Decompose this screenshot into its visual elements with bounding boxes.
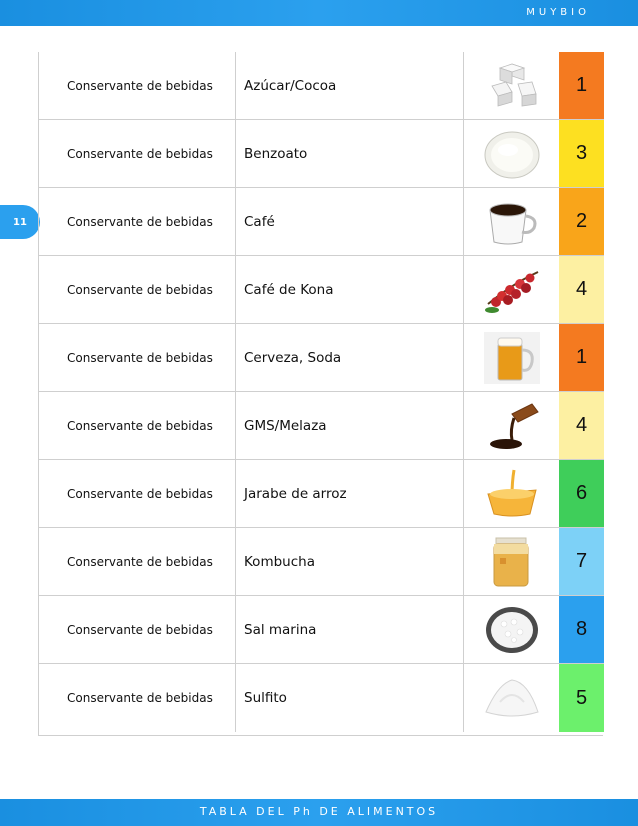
ph-value-cell xyxy=(559,120,604,187)
ph-value: 4 xyxy=(575,414,588,436)
kombucha-jar-icon xyxy=(482,536,542,588)
bottom-banner xyxy=(0,799,638,826)
molasses-pour-icon xyxy=(482,400,542,452)
table-row xyxy=(39,324,604,392)
footer-title: TABLA DEL Ph DE ALIMENTOS xyxy=(199,805,439,818)
table-row xyxy=(39,120,604,188)
ph-value-cell xyxy=(559,528,604,595)
food-name-cell: Jarabe de arroz xyxy=(235,460,463,527)
top-banner xyxy=(0,0,638,26)
ph-table xyxy=(38,52,603,736)
food-name-cell: Kombucha xyxy=(235,528,463,595)
food-name-cell: Café xyxy=(235,188,463,255)
food-image-cell xyxy=(463,528,559,595)
table-row xyxy=(39,664,604,732)
table-row xyxy=(39,460,604,528)
food-image-cell xyxy=(463,664,559,732)
food-image-cell xyxy=(463,256,559,323)
table-row xyxy=(39,188,604,256)
category-cell: Conservante de bebidas xyxy=(67,350,213,365)
category-cell: Conservante de bebidas xyxy=(67,214,213,229)
coffee-cherries-icon xyxy=(482,264,542,316)
beer-mug-icon xyxy=(482,332,542,384)
food-name-cell: Sulfito xyxy=(235,664,463,732)
page-number-tab xyxy=(0,205,40,239)
food-image-cell xyxy=(463,52,559,119)
table-row xyxy=(39,256,604,324)
food-image-cell xyxy=(463,188,559,255)
table-row xyxy=(39,528,604,596)
ph-value: 4 xyxy=(575,278,588,300)
ph-value-cell xyxy=(559,324,604,391)
ph-value-cell xyxy=(559,392,604,459)
ph-value-cell xyxy=(559,596,604,663)
table-row xyxy=(39,52,604,120)
ph-value-cell xyxy=(559,256,604,323)
powder-pile-icon xyxy=(482,672,542,724)
ph-value: 1 xyxy=(575,346,588,368)
food-image-cell xyxy=(463,596,559,663)
category-cell: Conservante de bebidas xyxy=(67,146,213,161)
ph-value: 3 xyxy=(575,142,588,164)
food-name-cell: Azúcar/Cocoa xyxy=(235,52,463,119)
category-cell: Conservante de bebidas xyxy=(67,554,213,569)
ph-value: 1 xyxy=(575,74,588,96)
food-image-cell xyxy=(463,460,559,527)
ph-value: 8 xyxy=(575,618,588,640)
category-cell: Conservante de bebidas xyxy=(67,418,213,433)
category-cell: Conservante de bebidas xyxy=(67,78,213,93)
food-name-cell: Cerveza, Soda xyxy=(235,324,463,391)
ph-value: 2 xyxy=(575,210,588,232)
coffee-cup-icon xyxy=(482,196,542,248)
white-powder-bowl-icon xyxy=(482,128,542,180)
ph-value: 5 xyxy=(575,686,588,709)
page-number: 11 xyxy=(13,216,27,228)
ph-value: 7 xyxy=(575,550,588,572)
ph-value-cell xyxy=(559,460,604,527)
category-cell: Conservante de bebidas xyxy=(67,691,213,705)
sugar-cubes-icon xyxy=(482,60,542,112)
food-name-cell: Benzoato xyxy=(235,120,463,187)
syrup-bowl-icon xyxy=(482,468,542,520)
ph-value-cell xyxy=(559,188,604,255)
table-row xyxy=(39,596,604,664)
category-cell: Conservante de bebidas xyxy=(67,622,213,637)
brand-name: MUYBIO xyxy=(526,7,590,18)
table-row xyxy=(39,392,604,460)
category-cell: Conservante de bebidas xyxy=(67,486,213,501)
food-image-cell xyxy=(463,392,559,459)
sea-salt-bowl-icon xyxy=(482,604,542,656)
food-name-cell: Sal marina xyxy=(235,596,463,663)
ph-value-cell xyxy=(559,664,604,732)
ph-value: 6 xyxy=(575,482,588,504)
category-cell: Conservante de bebidas xyxy=(67,282,213,297)
food-name-cell: Café de Kona xyxy=(235,256,463,323)
food-name-cell: GMS/Melaza xyxy=(235,392,463,459)
food-image-cell xyxy=(463,120,559,187)
ph-value-cell xyxy=(559,52,604,119)
food-image-cell xyxy=(463,324,559,391)
